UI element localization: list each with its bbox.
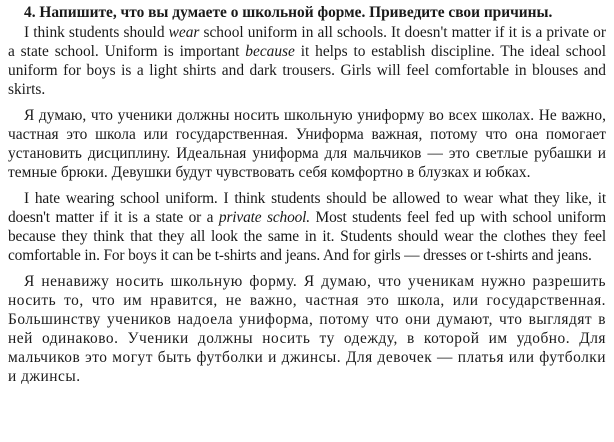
paragraph-english-2: [8, 189, 606, 265]
text-segment: it helps to establish discipline. The ideal school uniform for boys is a light shirts and dark trousers. Girls will feel comfortable in blouses and skirts.: [8, 43, 606, 98]
text-segment: I hate wearing school uniform. I think students should be allowed to wear what they like, it doesn't matter if it is a state or a: [8, 190, 606, 226]
paragraph-english-1: [8, 23, 606, 99]
text-segment: school uniform in all schools. It doesn't matter if it is a private or a state school. Uniform is important: [8, 24, 606, 60]
italic-word: wear: [168, 24, 200, 41]
italic-word: because: [245, 43, 295, 60]
paragraph-russian-2: [8, 272, 606, 386]
italic-phrase: private school.: [218, 209, 310, 226]
exercise-heading: 4. Напишите, что вы думаете о школьной форме. Приведите свои причины.: [24, 4, 553, 21]
text-segment: I think students should: [24, 24, 169, 41]
text-segment: Я думаю, что ученики должны носить школьную униформу во всех школах. Не важно, частная это школа или государственная. Униформа важная, потому что она помогает установить дисциплину. Идеальная униформа для мальчиков — это светлые рубашки и темные брюки. Девушки будут чувствовать себя комфортно в блузках и юбках.: [8, 107, 606, 181]
paragraph-russian-1: [8, 106, 606, 182]
text-segment: Most students feel fed up with school uniform because they think that they all look the same in it. Students should wear the clothes they feel comfortable in. For boys it can be t-shirts and jeans. And for girls — dresses or t-shirts and jeans.: [8, 209, 606, 264]
text-segment: Я ненавижу носить школьную форму. Я думаю, что ученикам нужно разрешить носить то, что им нравится, не важно, частная это школа, или государственная. Большинству учеников надоела униформа, потому что они думают, что выглядят в ней одинаково. Ученики должны носить ту одежду, в которой им удобно. Для мальчиков это могут быть футболки и джинсы. Для девочек — платья или футболки и джинсы.: [8, 273, 606, 385]
